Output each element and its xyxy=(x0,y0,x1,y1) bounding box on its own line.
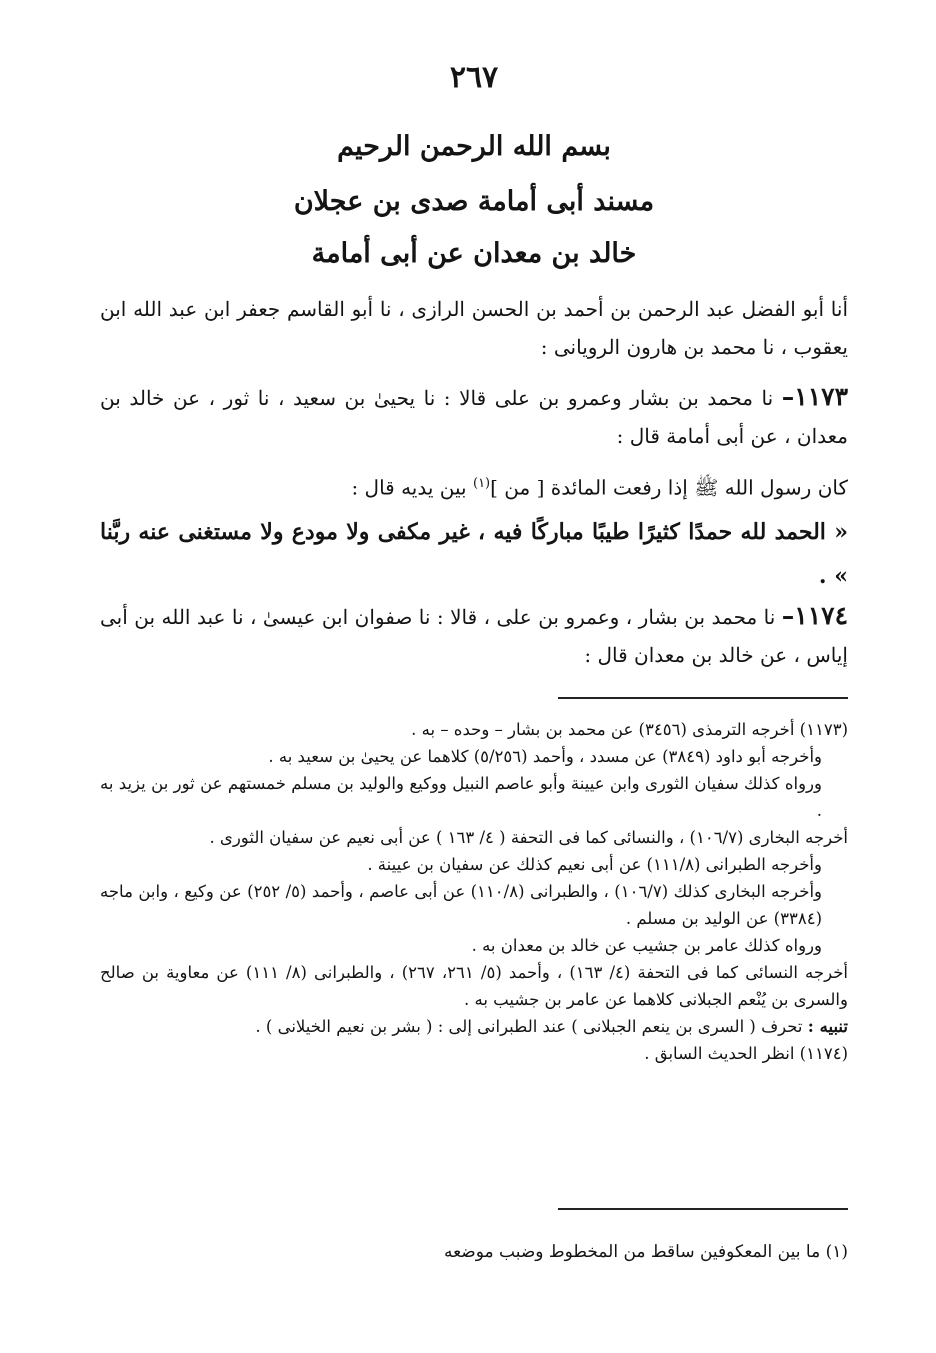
note-line: ورواه كذلك عامر بن جشيب عن خالد بن معدان به . xyxy=(471,936,822,955)
note-line: ورواه كذلك سفيان الثورى وابن عيينة وأبو عاصم النبيل ووكيع والوليد بن مسلم خمستهم عن ثور بن يزيد به . xyxy=(100,774,822,820)
hadith-1173-isnad xyxy=(100,378,848,455)
note-line: (١١٧٤) انظر الحديث السابق . xyxy=(644,1044,848,1063)
note-line: وأخرجه البخارى كذلك (١٠٦/٧) ، والطبرانى (١١٠/٨) عن أبى عاصم ، وأحمد (٥/ ٢٥٢) عن وكيع ، وابن ماجه (٣٣٨٤) عن الوليد بن مسلم . xyxy=(100,882,822,928)
hadith-1174-isnad xyxy=(100,597,848,674)
intro-isnad: أنا أبو الفضل عبد الرحمن بن أحمد بن الحسن الرازى ، نا أبو القاسم جعفر ابن عبد الله ابن يعقوب ، نا محمد بن هارون الرويانى : xyxy=(100,297,848,359)
isnad-text: نا محمد بن بشار وعمرو بن على قالا : نا يحيىٰ بن سعيد ، نا ثور ، عن خالد بن معدان ، عن أبى أمامة قال : xyxy=(100,386,848,448)
note-line: (١١٧٣) أخرجه الترمذى (٣٤٥٦) عن محمد بن بشار – وحده – به . xyxy=(411,720,848,739)
isnad-text: نا محمد بن بشار ، وعمرو بن على ، قالا : نا صفوان ابن عيسىٰ ، نا عبد الله بن أبى إياس ، عن خالد بن معدان قال : xyxy=(100,605,848,667)
chain-heading: خالد بن معدان عن أبى أمامة xyxy=(311,238,637,269)
note-line xyxy=(100,1013,848,1040)
footnote: (١) ما بين المعكوفين ساقط من المخطوط وضبب موضعه xyxy=(443,1242,848,1262)
book-page xyxy=(100,0,848,1353)
matn-text-a: كان رسول الله ﷺ إذا رفعت المائدة [ من ] xyxy=(490,475,848,500)
note-line: أخرجه البخارى (١٠٦/٧) ، والنسائى كما فى التحفة ( ٤/ ١٦٣ ) عن أبى نعيم عن سفيان الثورى . xyxy=(209,828,848,847)
footnote-ref: (١) xyxy=(472,476,491,491)
musnad-heading: مسند أبى أمامة صدى بن عجلان xyxy=(293,186,655,217)
takhrij-notes xyxy=(100,716,848,1067)
matn-text-b: بين يديه قال : xyxy=(351,475,467,500)
note-line: أخرجه النسائى كما فى التحفة (٤/ ١٦٣) ، وأحمد (٥/ ٢٦١، ٢٦٧) ، والطبرانى (٨/ ١١١) عن معاوية بن صالح والسرى بن يُنْعم الجبلانى كلاهما عن عامر بن جشيب به . xyxy=(100,963,848,1009)
note-line: وأخرجه الطبرانى (١١١/٨) عن أبى نعيم كذلك عن سفيان بن عيينة . xyxy=(367,855,822,874)
note-text: تحرف ( السرى بن ينعم الجبلانى ) عند الطبرانى إلى : ( بشر بن نعيم الخيلانى ) . xyxy=(255,1017,803,1036)
basmala-heading: بسم الله الرحمن الرحيم xyxy=(337,131,611,162)
hadith-number: ١١٧٤– xyxy=(781,601,849,630)
hadith-1173-text xyxy=(100,465,848,507)
divider xyxy=(558,1208,848,1210)
divider xyxy=(558,697,848,699)
hadith-number: ١١٧٣– xyxy=(781,382,848,411)
note-line: وأخرجه أبو داود (٣٨٤٩) عن مسدد ، وأحمد (٥/٢٥٦) كلاهما عن يحيىٰ بن سعيد به . xyxy=(268,747,822,766)
page-number: ٢٦٧ xyxy=(449,60,499,95)
note-label: تنبيه : xyxy=(807,1017,848,1036)
dua-text: « الحمد لله حمدًا كثيرًا طيبًا مباركًا فيه ، غير مكفى ولا مودع ولا مستغنى عنه ربَّنا » . xyxy=(100,519,848,589)
